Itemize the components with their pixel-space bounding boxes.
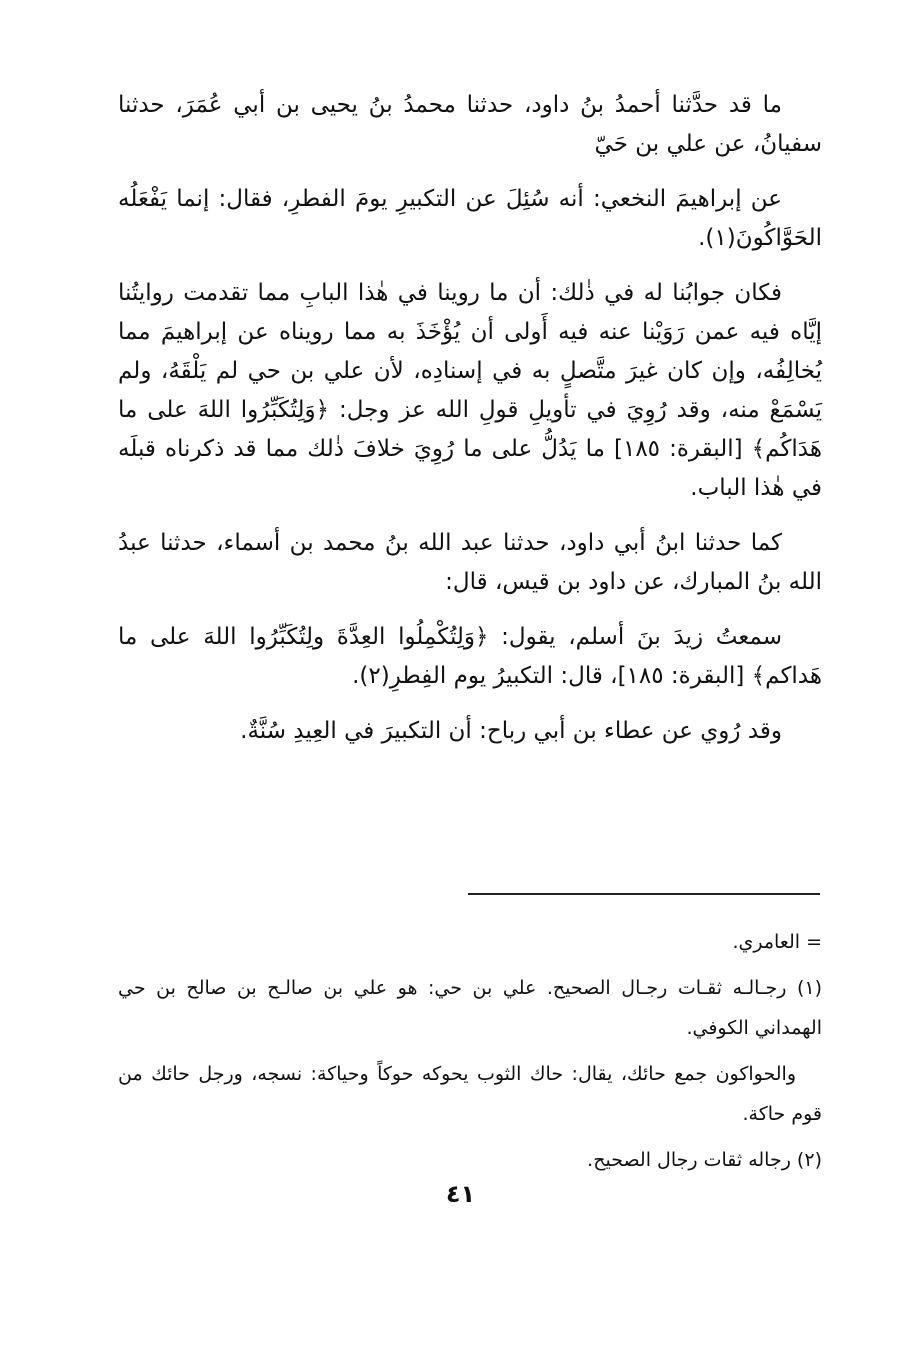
footnotes (118, 922, 822, 1186)
paragraph-3: فكان جوابُنا له في ذٰلك: أن ما روينا في هٰذا البابِ مما تقدمت روايتُنا إيَّاه فيه عمن رَوَيْنا عنه فيه أَولى أن يُؤْخَذَ به مما رويناه عن إبراهيمَ مما يُخالِفُه، وإن كان غيرَ متَّصلٍ به في إسنادِه، لأن علي بن حي لم يَلْقَهُ، ولم يَسْمَعْ منه، وقد رُوِيَ في تأويلِ قولِ الله عز وجل: ﴿وَلِتُكَبِّرُوا اللهَ على ما هَدَاكُم﴾ [البقرة: ١٨٥] ما يَدُلُّ على ما رُوِيَ خلافَ ذٰلك مما قد ذكرناه قبلَه في هٰذا الباب. (118, 280, 822, 501)
footnote-2: (٢) رجاله ثقات رجال الصحيح. (587, 1149, 822, 1171)
footnote-continuation: = العامري. (732, 931, 822, 953)
main-text (118, 86, 822, 767)
paragraph-4: كما حدثنا ابنُ أبي داود، حدثنا عبد الله بنُ محمد بن أسماء، حدثنا عبدُ الله بنُ المبارك، عن داود بن قيس، قال: (118, 530, 822, 595)
paragraph-1: ما قد حدَّثنا أحمدُ بنُ داود، حدثنا محمدُ بنُ يحيى بن أبي عُمَرَ، حدثنا سفيانُ، عن علي بن حَيّ (118, 92, 822, 157)
footnote-1-gloss: والحواكون جمع حائك، يقال: حاك الثوب يحوكه حوكاً وحياكة: نسجه، ورجل حائك من قوم حاكة. (118, 1063, 822, 1125)
footnote-1: (١) رجـالـه ثقـات رجـال الصحيح. علي بن حي: هو علي بن صالـح بن صالح بن حي الهمداني الكوفي. (118, 977, 822, 1039)
page-number: ٤١ (445, 1180, 476, 1208)
paragraph-6: وقد رُوي عن عطاء بن أبي رباح: أن التكبيرَ في العِيدِ سُنَّةٌ. (240, 718, 782, 744)
footnote-separator (468, 893, 820, 895)
paragraph-2: عن إبراهيمَ النخعي: أنه سُئِلَ عن التكبيرِ يومَ الفطرِ، فقال: إنما يَفْعَلُه الحَوَّاكُونَ(١). (118, 186, 822, 251)
paragraph-5: سمعتُ زيدَ بنَ أسلم، يقول: ﴿وَلِتُكْمِلُوا العِدَّةَ ولِتُكَبِّرُوا اللهَ على ما هَداكم﴾ [البقرة: ١٨٥]، قال: التكبيرُ يوم الفِطرِ(٢). (118, 624, 822, 689)
